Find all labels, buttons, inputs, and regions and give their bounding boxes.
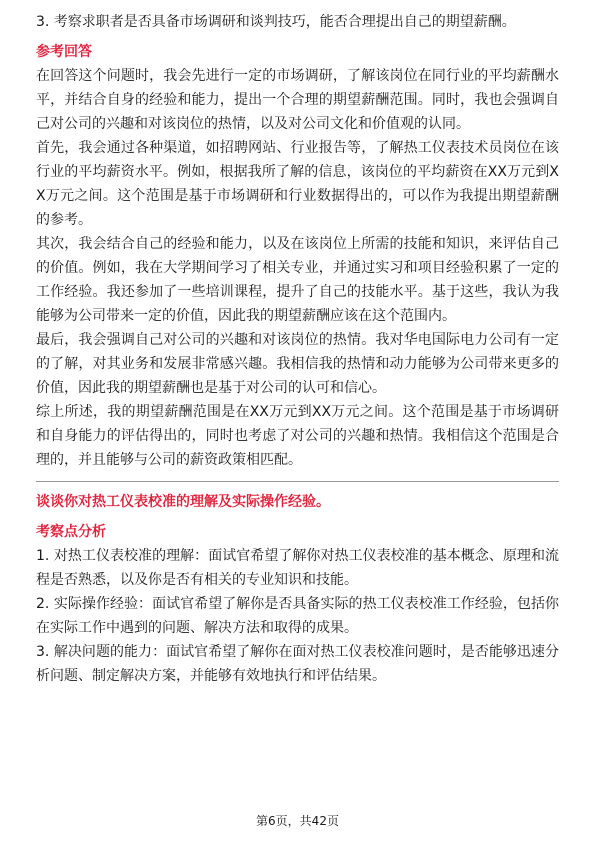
answer-paragraph: 最后，我会强调自己对公司的兴趣和对该岗位的热情。我对华电国际电力公司有一定的了解，对其业务和发展非常感兴趣。我相信我的热情和动力能够为公司带来更多的价值，因此我的期望薪酬也是基于对公司的认可和信心。 [36,332,559,396]
answer-paragraph: 首先，我会通过各种渠道，如招聘网站、行业报告等，了解热工仪表技术员岗位在该行业的平均薪资水平。例如，根据我所了解的信息，该岗位的平均薪资在XX万元到XX万元之间。这个范围是基于市场调研和行业数据得出的，可以作为我提出期望薪酬的参考。 [36,140,559,228]
answer-paragraph: 综上所述，我的期望薪酬范围是在XX万元到XX万元之间。这个范围是基于市场调研和自身能力的评估得出的，同时也考虑了对公司的兴趣和热情。我相信这个范围是合理的，并且能够与公司的薪资政策相匹配。 [36,404,559,468]
analysis-point: 1. 对热工仪表校准的理解：面试官希望了解你对热工仪表校准的基本概念、原理和流程是否熟悉，以及你是否有相关的专业知识和技能。 [36,548,559,588]
answer-paragraph: 在回答这个问题时，我会先进行一定的市场调研，了解该岗位在同行业的平均薪酬水平，并结合自身的经验和能力，提出一个合理的期望薪酬范围。同时，我也会强调自己对公司的兴趣和对该岗位的热情，以及对公司文化和价值观的认同。 [36,68,559,132]
document-page [36,10,559,688]
answer-heading: 参考回答 [36,44,92,60]
section-divider [36,481,559,482]
page-number: 第6页，共42页 [256,814,339,828]
criteria-item-3: 3. 考察求职者是否具备市场调研和谈判技巧，能否合理提出自己的期望薪酬。 [36,14,516,30]
answer-paragraph: 其次，我会结合自己的经验和能力，以及在该岗位上所需的技能和知识，来评估自己的价值。例如，我在大学期间学习了相关专业，并通过实习和项目经验积累了一定的工作经验。我还参加了一些培训课程，提升了自己的技能水平。基于这些，我认为我能够为公司带来一定的价值，因此我的期望薪酬应该在这个范围内。 [36,236,559,324]
analysis-point: 2. 实际操作经验：面试官希望了解你是否具备实际的热工仪表校准工作经验，包括你在实际工作中遇到的问题、解决方法和取得的成果。 [36,596,559,636]
analysis-point: 3. 解决问题的能力：面试官希望了解你在面对热工仪表校准问题时，是否能够迅速分析问题、制定解决方案，并能够有效地执行和评估结果。 [36,644,559,684]
points-heading: 考察点分析 [36,524,106,540]
question-title: 谈谈你对热工仪表校准的理解及实际操作经验。 [36,494,330,510]
